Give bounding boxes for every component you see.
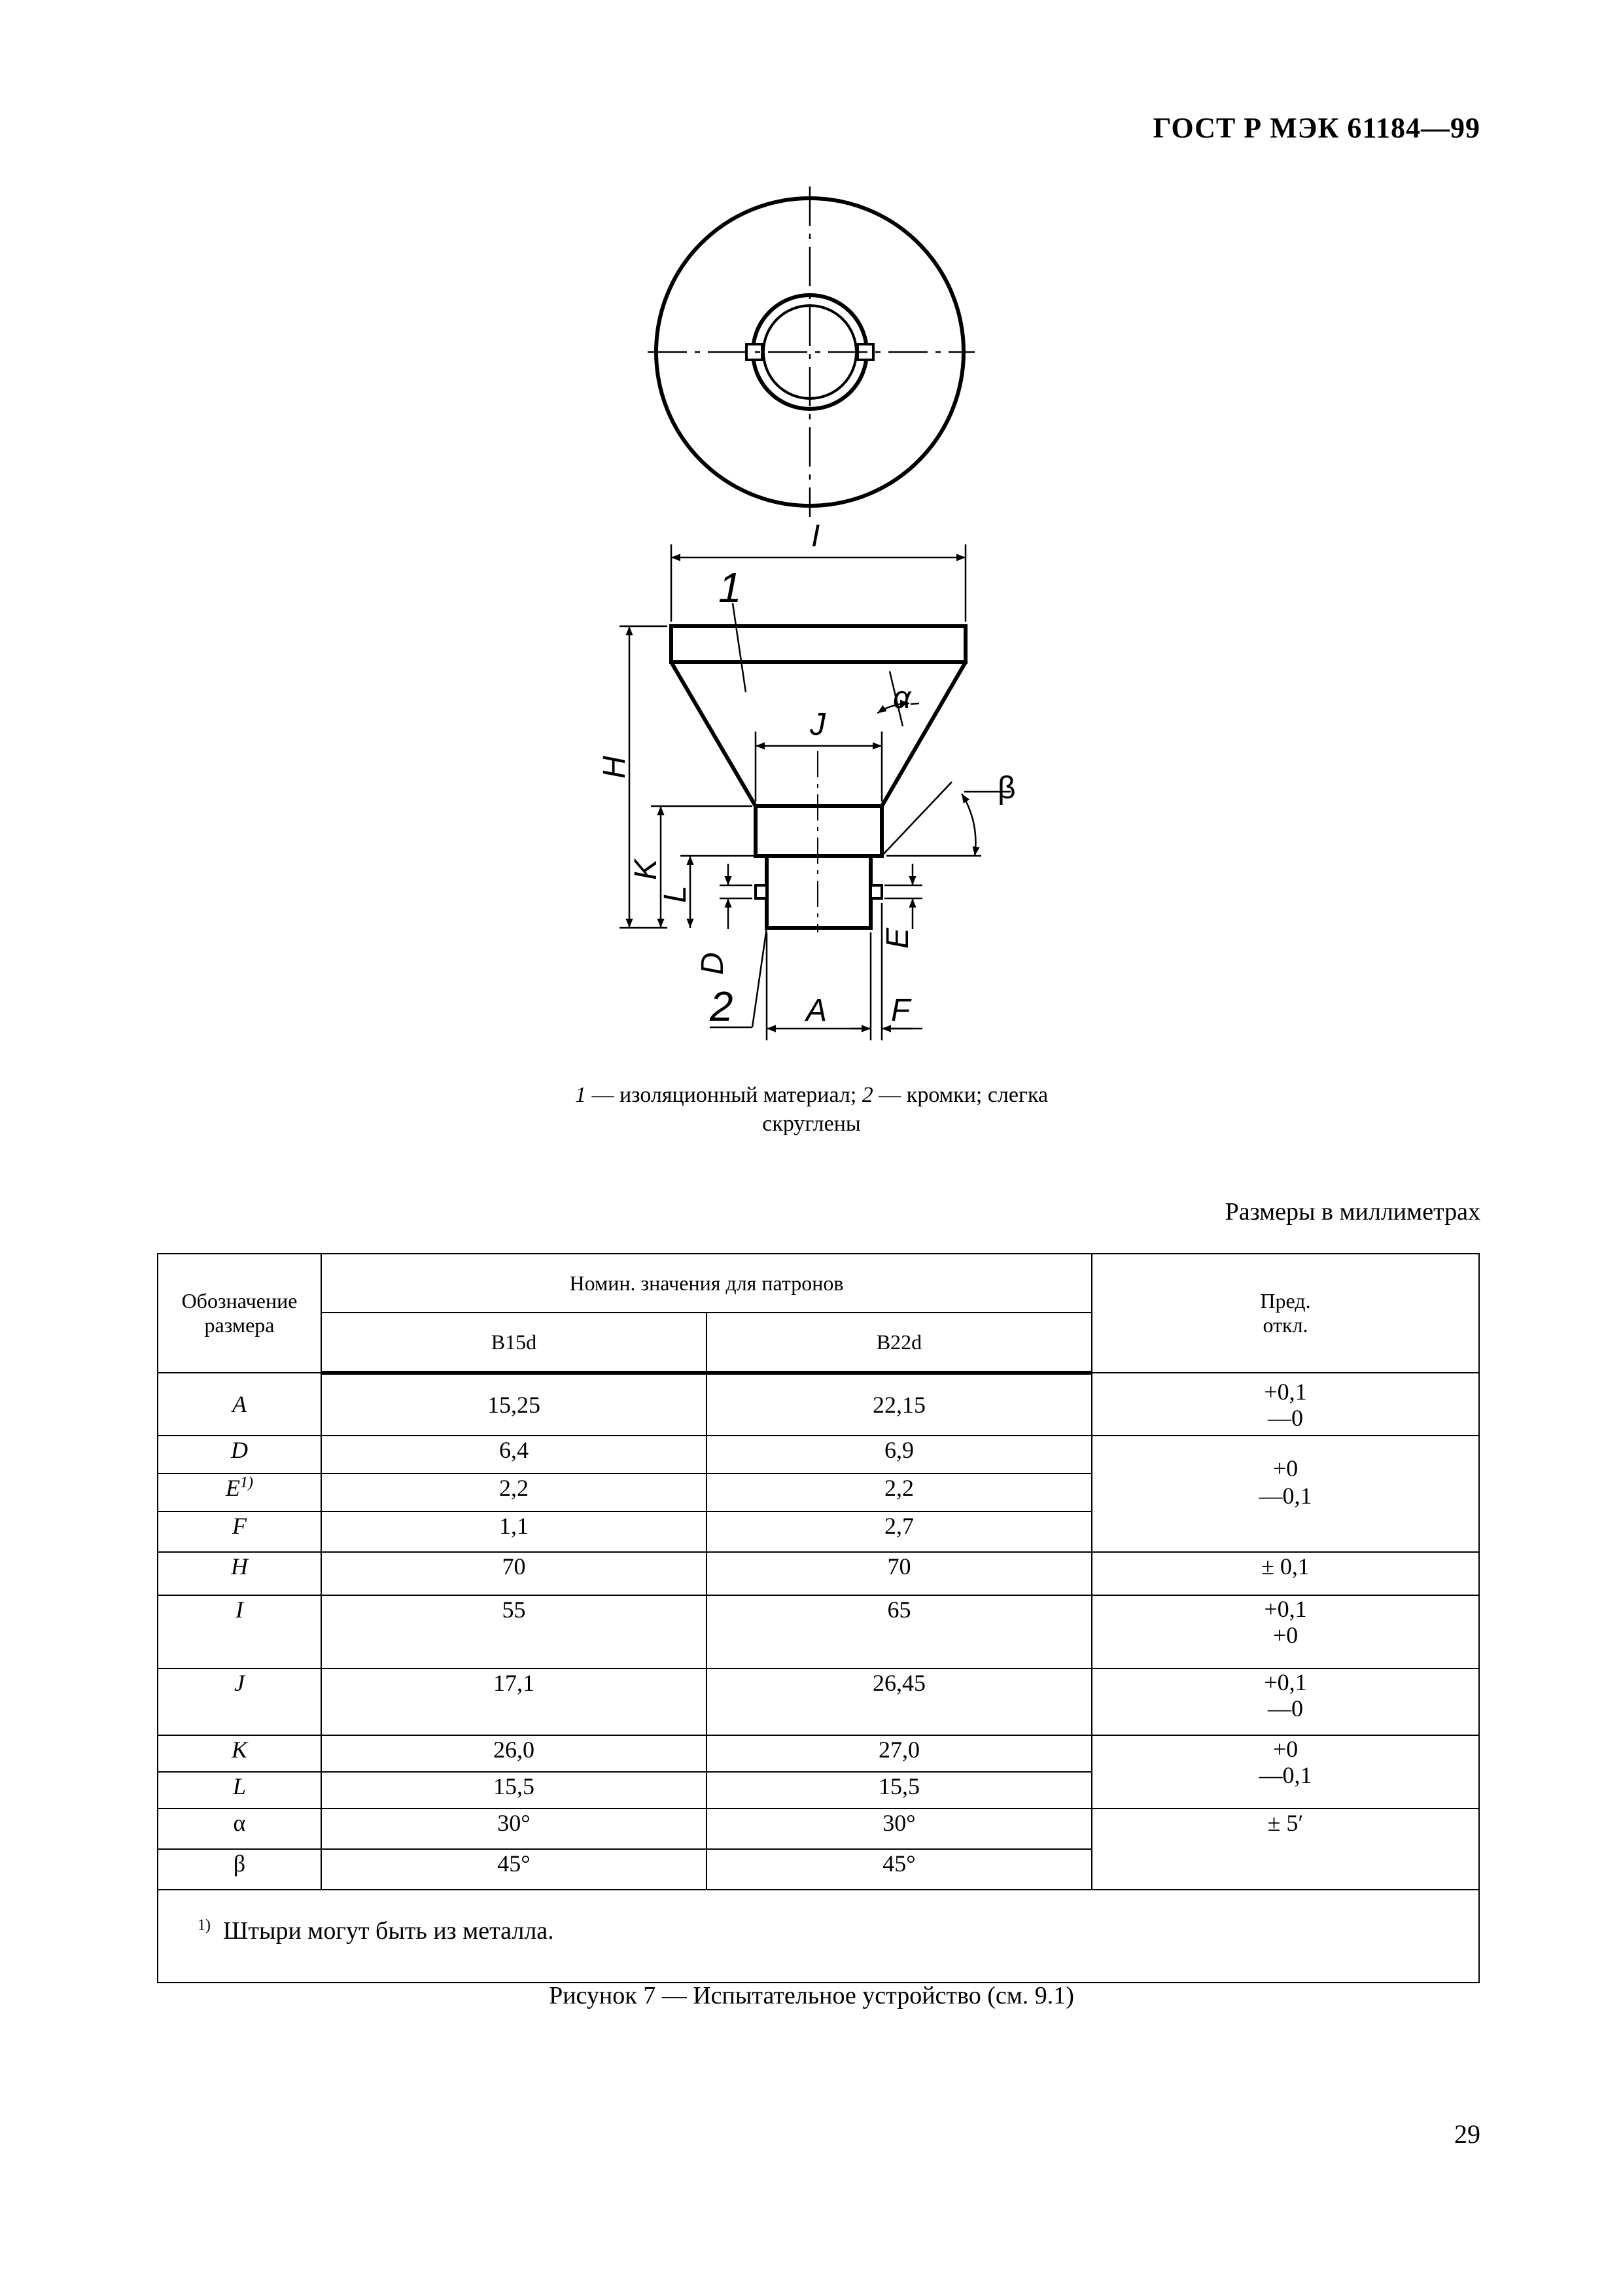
side-view	[671, 626, 966, 932]
table-cell: 30°	[707, 1809, 1092, 1849]
table-cell: D	[158, 1436, 321, 1474]
table-cell: K	[158, 1735, 321, 1772]
label-alpha: α	[893, 680, 911, 715]
dimension-lines	[620, 544, 1011, 1040]
table-cell: β	[158, 1849, 321, 1890]
table-cell: 22,15	[707, 1373, 1092, 1436]
top-view	[648, 186, 975, 517]
label-I: I	[811, 519, 820, 554]
table-cell: I	[158, 1595, 321, 1669]
page-number: 29	[1454, 2119, 1480, 2149]
table-cell: 6,9	[707, 1436, 1092, 1474]
figure-legend: 1 — изоляционный материал; 2 — кромки; слегка скруглены	[574, 1083, 1049, 1136]
header-b22d: B22d	[707, 1313, 1092, 1373]
cell-sym: A	[158, 1373, 321, 1436]
header-b15d: B15d	[321, 1313, 707, 1373]
header-designation: Обозначение размера	[158, 1254, 321, 1373]
table-cell: 1,1	[321, 1511, 707, 1552]
table-cell: 70	[321, 1552, 707, 1595]
table-cell: ± 0,1	[1092, 1552, 1479, 1595]
table-cell: J	[158, 1669, 321, 1735]
table-footnote: $^{1)}$ Штыри могут быть из металла.	[158, 1890, 1479, 1983]
table-cell: 15,5	[321, 1772, 707, 1809]
header-tolerance: Пред. откл.	[1092, 1254, 1479, 1373]
units-note: Размеры в миллиметрах	[1225, 1198, 1480, 1226]
label-D: D	[695, 952, 730, 975]
table-cell: 17,1	[321, 1669, 707, 1735]
table-cell: F	[158, 1511, 321, 1552]
table-cell: 55	[321, 1595, 707, 1669]
table-cell: 30°	[321, 1809, 707, 1849]
dimensions-table	[157, 1253, 1480, 1983]
table-cell: 65	[707, 1595, 1092, 1669]
table-cell: 2,2	[707, 1474, 1092, 1511]
header-nominal: Номин. значения для патронов	[321, 1254, 1092, 1313]
table-cell: ± 5′	[1092, 1809, 1479, 1890]
table-cell: +0 —0,1	[1092, 1436, 1479, 1552]
label-H: H	[597, 756, 632, 779]
table-cell: 2,2	[321, 1474, 707, 1511]
callout-2: 2	[710, 983, 733, 1030]
label-L: L	[658, 885, 693, 903]
label-F: F	[891, 993, 911, 1028]
table-cell: α	[158, 1809, 321, 1849]
table-cell: 45°	[707, 1849, 1092, 1890]
table-cell: 26,0	[321, 1735, 707, 1772]
label-beta: β	[998, 771, 1016, 805]
table-cell: 15,25	[321, 1373, 707, 1436]
technical-drawing	[0, 0, 1623, 1080]
table-cell: L	[158, 1772, 321, 1809]
table-cell: +0,1 —0	[1092, 1373, 1479, 1436]
label-A: A	[806, 993, 828, 1028]
table-cell: $E^{1)}$	[158, 1474, 321, 1511]
table-cell: 70	[707, 1552, 1092, 1595]
table-cell: 45°	[321, 1849, 707, 1890]
dimension-labels	[597, 519, 1016, 1030]
table-cell: 6,4	[321, 1436, 707, 1474]
table-cell: 27,0	[707, 1735, 1092, 1772]
table-cell: 26,45	[707, 1669, 1092, 1735]
table-cell: H	[158, 1552, 321, 1595]
document-header: ГОСТ Р МЭК 61184—99	[1153, 112, 1480, 144]
label-K: K	[629, 858, 663, 880]
table-cell: 15,5	[707, 1772, 1092, 1809]
table-cell: +0,1 +0	[1092, 1595, 1479, 1669]
table-cell: 2,7	[707, 1511, 1092, 1552]
label-E: E	[881, 927, 915, 949]
callout-1: 1	[718, 564, 742, 611]
figure-title: Рисунок 7 — Испытательное устройство (см. 9.1)	[549, 1982, 1074, 2009]
label-J: J	[810, 707, 826, 742]
table-cell: +0,1 —0	[1092, 1669, 1479, 1735]
table-cell: +0 —0,1	[1092, 1735, 1479, 1809]
